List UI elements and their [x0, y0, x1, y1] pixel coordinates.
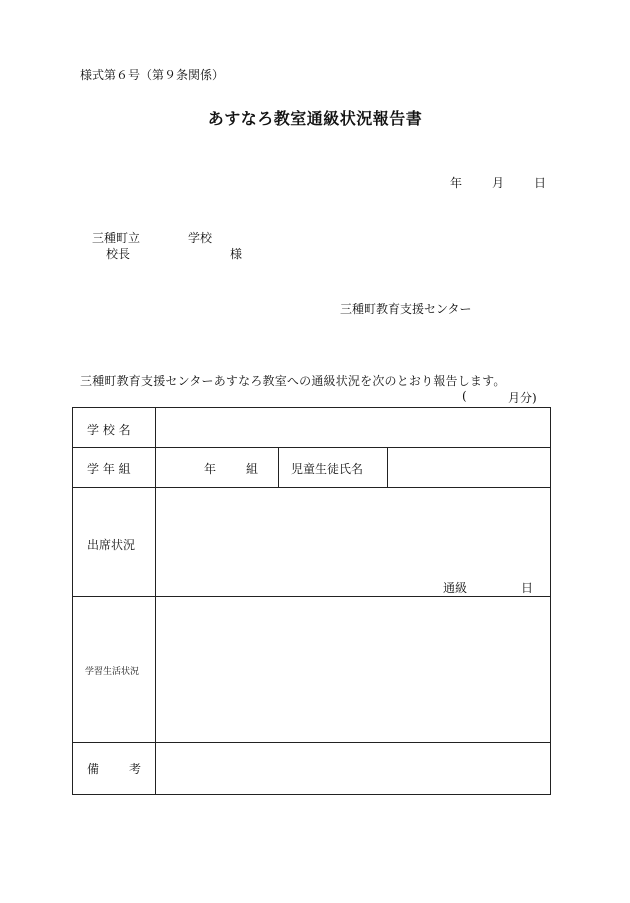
town-school-prefix: 三種町立 [92, 231, 141, 245]
learning-life-field[interactable] [156, 597, 550, 742]
date-day-label: 日 [534, 176, 547, 190]
attendance-label: 出席状況 [87, 538, 136, 552]
grade-class-label: 学 年 組 [87, 462, 131, 476]
remarks-field[interactable] [156, 743, 550, 794]
month-field-label: 月分) [508, 391, 537, 405]
form-number: 様式第６号（第９条関係） [80, 68, 225, 82]
school-suffix: 学校 [188, 231, 213, 245]
class-unit: 組 [246, 462, 259, 476]
student-name-label: 児童生徒氏名 [291, 462, 364, 476]
student-name-field[interactable] [388, 448, 550, 487]
sender-name: 三種町教育支援センター [340, 302, 472, 316]
school-name-field[interactable] [156, 408, 550, 447]
date-month-label: 月 [492, 176, 505, 190]
attendance-days-label: 通級 [443, 581, 468, 595]
remarks-label-first: 備 [87, 762, 100, 776]
report-form-table [72, 407, 551, 795]
grade-class-field[interactable] [156, 448, 278, 487]
grade-class-divider [278, 447, 279, 487]
grade-unit: 年 [204, 462, 217, 476]
intro-text: 三種町教育支援センターあすなろ教室への通級状況を次のとおり報告します。 [80, 374, 506, 388]
principal-label: 校長 [106, 247, 131, 261]
learning-life-label: 学習生活状況 [85, 667, 140, 677]
honorific: 様 [230, 247, 243, 261]
document-title: あすなろ教室通級状況報告書 [207, 109, 423, 128]
remarks-label-second: 考 [129, 762, 142, 776]
attendance-field[interactable] [156, 488, 550, 596]
month-field-open: ( [462, 389, 467, 403]
attendance-days-unit: 日 [521, 581, 534, 595]
date-year-label: 年 [450, 176, 463, 190]
school-name-label: 学 校 名 [87, 423, 131, 437]
